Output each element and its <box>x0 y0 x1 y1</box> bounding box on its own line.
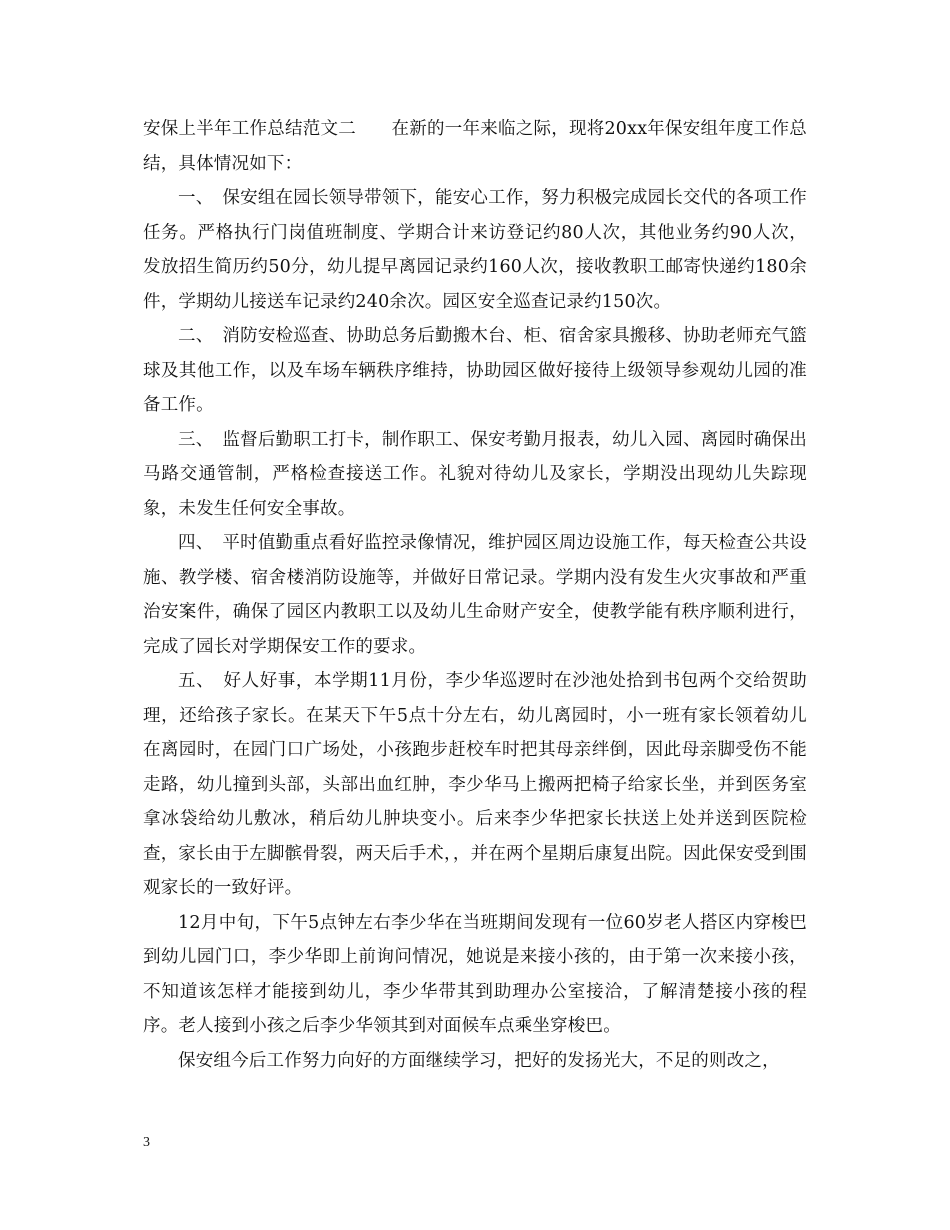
document-body <box>143 112 807 1078</box>
paragraph-title-intro: 安保上半年工作总结范文二 在新的一年来临之际，现将20xx年保安组年度工作总结，具体情况如下： <box>143 119 807 174</box>
paragraph-december: 12月中旬，下午5点钟左右李少华在当班期间发现有一位60岁老人搭区内穿梭巴到幼儿园门口，李少华即上前询问情况，她说是来接小孩的，由于第一次来接小孩，不知道该怎样才能接到幼儿，李少华带其到助理办公室接洽，了解清楚接小孩的程序。老人接到小孩之后李少华领其到对面候车点乘坐穿梭巴。 <box>143 912 807 1036</box>
paragraph-item-1: 一、 保安组在园长领导带领下，能安心工作，努力积极完成园长交代的各项工作任务。严格执行门岗值班制度、学期合计来访登记约80人次，其他业务约90人次，发放招生简历约50分，幼儿提早离园记录约160人次，接收教职工邮寄快递约180余件，学期幼儿接送车记录约240余次。园区安全巡查记录约150次。 <box>143 188 807 312</box>
paragraph-item-3: 三、 监督后勤职工打卡，制作职工、保安考勤月报表，幼儿入园、离园时确保出马路交通管制，严格检查接送工作。礼貌对待幼儿及家长，学期没出现幼儿失踪现象，未发生任何安全事故。 <box>143 429 807 519</box>
paragraph-item-4: 四、 平时值勤重点看好监控录像情况，维护园区周边设施工作，每天检查公共设施、教学楼、宿舍楼消防设施等，并做好日常记录。学期内没有发生火灾事故和严重治安案件，确保了园区内教职工以及幼儿生命财产安全，使教学能有秩序顺利进行，完成了园长对学期保安工作的要求。 <box>143 533 807 657</box>
page-number: 3 <box>143 1135 150 1150</box>
paragraph-item-5: 五、 好人好事，本学期11月份，李少华巡逻时在沙池处拾到书包两个交给贺助理，还给孩子家长。在某天下午5点十分左右，幼儿离园时，小一班有家长领着幼儿在离园时，在园门口广场处，小孩跑步赶校车时把其母亲绊倒，因此母亲脚受伤不能走路，幼儿撞到头部，头部出血红肿，李少华马上搬两把椅子给家长坐，并到医务室拿冰袋给幼儿敷冰，稍后幼儿肿块变小。后来李少华把家长扶送上处并送到医院检查，家长由于左脚髌骨裂，两天后手术，，并在两个星期后康复出院。因此保安受到围观家长的一致好评。 <box>143 671 807 898</box>
paragraph-future-work: 保安组今后工作努力向好的方面继续学习，把好的发扬光大，不足的则改之， <box>178 1050 780 1071</box>
paragraph-item-2: 二、 消防安检巡查、协助总务后勤搬木台、柜、宿舍家具搬移、协助老师充气篮球及其他工作，以及车场车辆秩序维持，协助园区做好接待上级领导参观幼儿园的准备工作。 <box>143 326 807 415</box>
